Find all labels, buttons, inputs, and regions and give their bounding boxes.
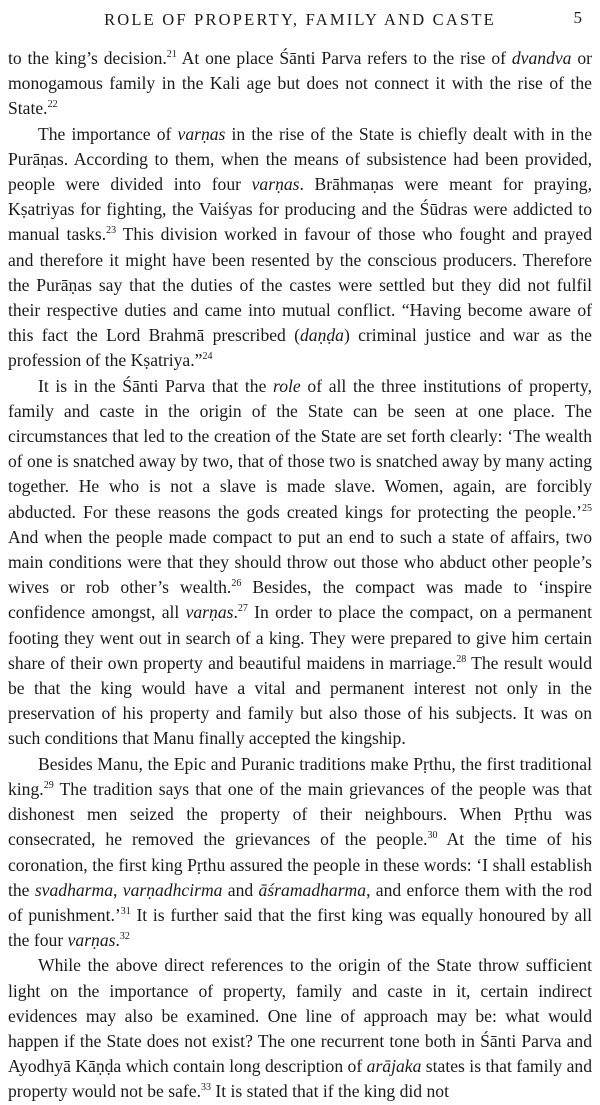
- running-title: ROLE OF PROPERTY, FAMILY AND CASTE: [104, 10, 496, 29]
- text-run: or monogamous family in the Kali age but does not connect it with the rise of the State.: [8, 48, 592, 119]
- page-number: 5: [573, 8, 582, 27]
- italic-term: varṇadhcirma: [122, 879, 223, 900]
- footnote-ref: 24: [202, 351, 213, 363]
- running-header: [8, 6, 592, 34]
- italic-term: varṇas: [67, 930, 116, 951]
- text-run: .: [115, 930, 120, 951]
- italic-term: svadharma: [34, 879, 114, 900]
- italic-term: varṇas: [251, 174, 300, 195]
- text-run: The importance of: [38, 123, 178, 144]
- italic-term: āśramadharma: [258, 879, 367, 900]
- footnote-ref: 32: [119, 931, 130, 943]
- text-run: It is further said that the first king was equally honoured by all the four: [8, 904, 592, 951]
- paragraph: [8, 953, 592, 1104]
- footnote-ref: 25: [582, 502, 592, 514]
- italic-term: role: [273, 375, 301, 396]
- text-run: Besides Manu, the Epic and Puranic traditions make Pṛthu, the first traditional king.: [8, 753, 592, 799]
- italic-term: varṇas: [185, 602, 234, 623]
- footnote-ref: 33: [201, 1082, 211, 1094]
- italic-term: varṇas: [177, 123, 226, 144]
- footnote-ref: 22: [47, 99, 58, 111]
- footnote-ref: 23: [106, 225, 117, 237]
- text-run: .: [233, 602, 238, 623]
- text-run: The result would be that the king would have a vital and permanent interest not only in the preservation of his property and family but also those of his subjects. It was on such conditions that Manu finally accepted the kingship.: [8, 652, 592, 749]
- text-run: At one place Śānti Parva refers to the rise of: [176, 48, 512, 68]
- text-run: And when the people made compact to put an end to such a state of affairs, two main conditions were that they should throw out those who abduct other people’s wives or rob other’s wealth.: [8, 526, 592, 598]
- text-run: It is stated that if the king did not: [211, 1081, 449, 1102]
- paragraph: [8, 752, 592, 954]
- body-text: [8, 46, 592, 1105]
- text-run: In order to place the compact, on a permanent footing they went out in search of a king. They were prepared to give him certain share of their own property and beautiful maidens in marriage.: [8, 602, 592, 673]
- text-run: While the above direct references to the origin of the State throw sufficient light on the importance of property, family and caste in it, certain indirect evidences may also be examined. One line of approach may be: what would happen if the State does not exist? The one recurrent tone both in Śānti Parva and Ayodhyā Kāṇḍa which contain long description of: [8, 955, 592, 1077]
- italic-term: dvandva: [511, 48, 572, 68]
- book-page: [0, 6, 600, 1102]
- footnote-ref: 30: [427, 830, 438, 842]
- text-run: and: [222, 879, 259, 900]
- text-run: At the time of his coronation, the first king Pṛthu assured the people in these words: ‘I shall establish the: [8, 829, 592, 900]
- text-run: in the rise of the State is chiefly dealt with in the Purāṇas. According to them, when the means of subsistence had been provided, people were divided into four: [8, 123, 593, 195]
- footnote-ref: 28: [456, 654, 467, 666]
- footnote-ref: 31: [120, 906, 131, 918]
- text-run: , and enforce them with the rod of punishment.’: [8, 879, 592, 925]
- text-run: ,: [113, 879, 123, 900]
- italic-term: arājaka: [366, 1056, 422, 1077]
- footnote-ref: 21: [166, 49, 177, 61]
- text-run: This division worked in favour of those who fought and prayed and therefore it might have been resented by the conscious producers. Therefore the Purāṇas say that the duties of the castes were settled but they did not fulfil their respective duties and came into mutual conflict. “Having become aware of this fact the Lord Brahmā prescribed (: [8, 224, 592, 346]
- text-run: It is in the Śānti Parva that the: [38, 375, 274, 396]
- paragraph: [8, 46, 592, 122]
- text-run: Besides, the compact was made to ‘inspire confidence amongst, all: [8, 577, 592, 623]
- text-run: states is that family and property would not be safe.: [8, 1056, 593, 1102]
- text-run: ) criminal justice and war as the profession of the Kṣatriya.”: [8, 325, 592, 371]
- text-run: to the king’s decision.: [8, 48, 167, 68]
- text-run: The tradition says that one of the main grievances of the people was that dishonest men seized the property of their neighbours. When Pṛthu was consecrated, he removed the grievances of the people.: [8, 778, 592, 850]
- italic-term: daṇḍa: [299, 325, 344, 346]
- text-run: . Brāhmaṇas were meant for praying, Kṣatriyas for fighting, the Vaiśyas for producing and the Śūdras were addicted to manual tasks.: [8, 174, 592, 245]
- footnote-ref: 29: [43, 780, 54, 792]
- paragraph: [8, 122, 592, 374]
- footnote-ref: 27: [237, 603, 248, 615]
- footnote-ref: 26: [231, 578, 242, 590]
- paragraph: [8, 374, 592, 752]
- text-run: of all the three institutions of property, family and caste in the origin of the State can be seen at one place. The circumstances that led to the creation of the State are set forth clearly: ‘The wealth of one is snatched away by two, that of those two is snatched away by many acting together. He who is not a slave is made slave. Women, again, are forcibly abducted. For these reasons the gods created kings for protecting the people.’: [8, 375, 592, 522]
